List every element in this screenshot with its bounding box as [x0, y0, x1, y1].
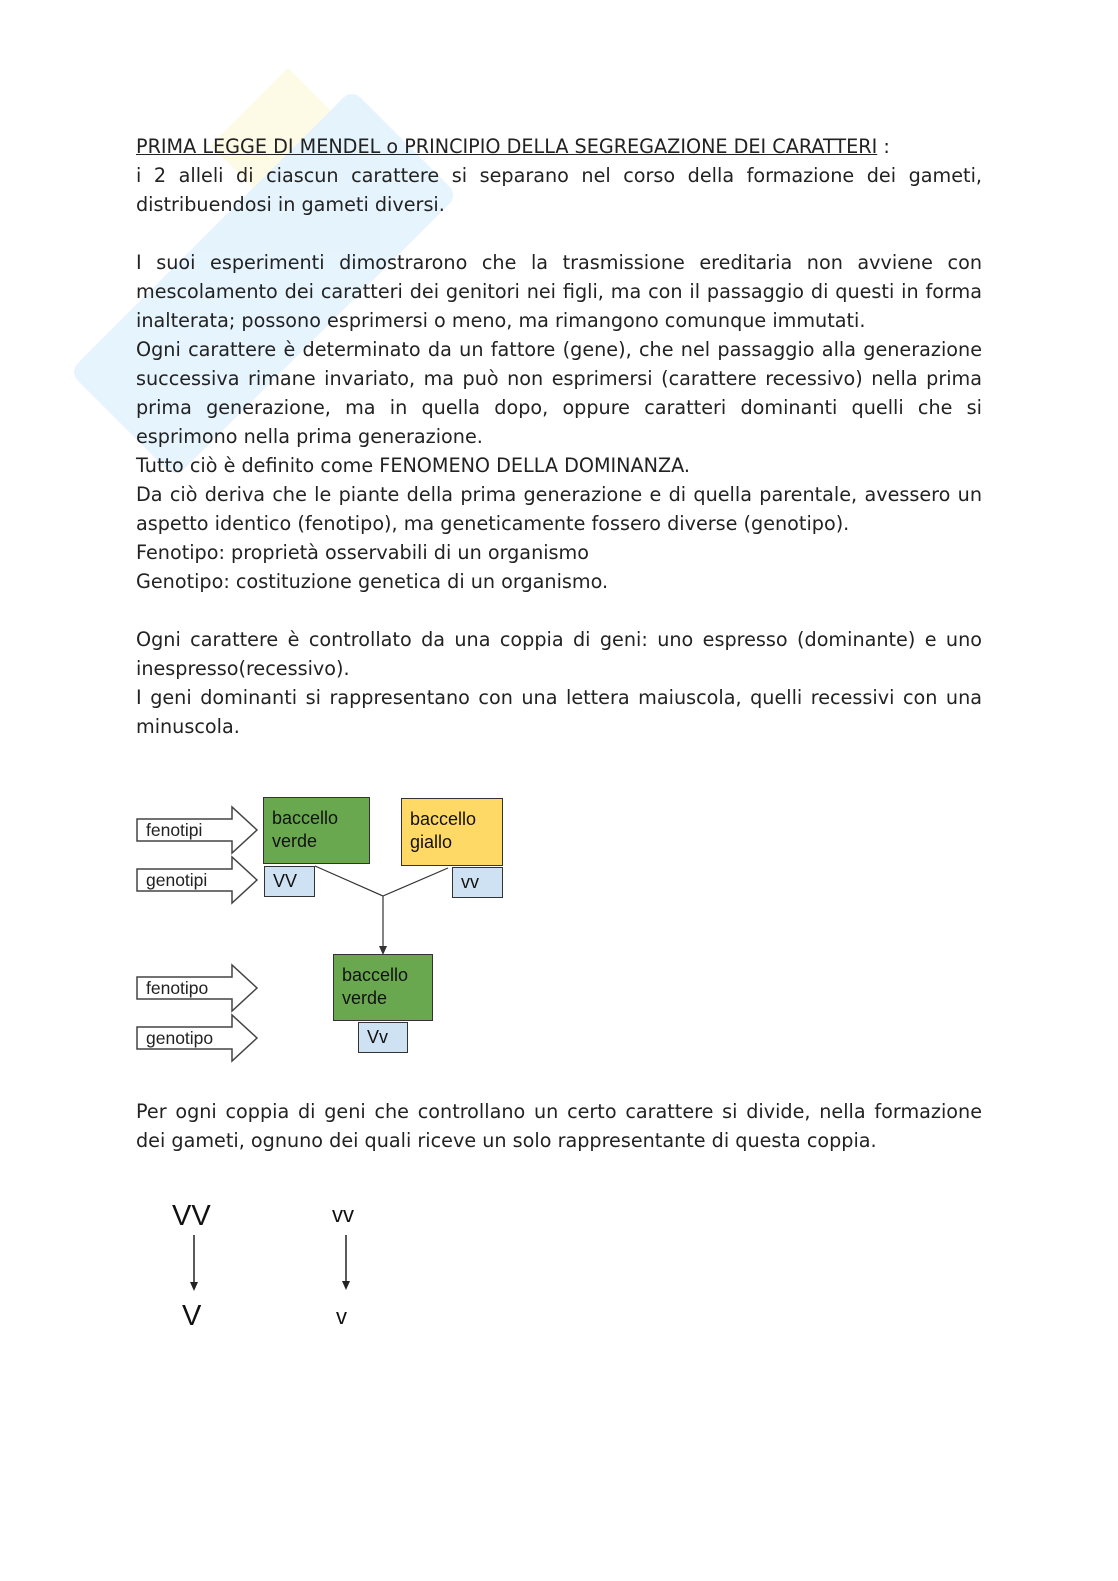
parent-green-genotype: VV — [264, 866, 315, 897]
paragraph-3: Ogni carattere è determinato da un fattore (gene), che nel passaggio alla generazione successiva rimane invariato, ma può non esprimersi (carattere recessivo) nella prima prima generazione, ma in quella dopo, oppure caratteri dominanti quelli che si esprimono nella prima generazione. — [136, 338, 982, 448]
segregation-text — [136, 1097, 982, 1155]
paragraph-8: Ogni carattere è controllato da una coppia di geni: uno espresso (dominante) e uno inespresso(recessivo). — [136, 628, 982, 680]
child-genotype: Vv — [358, 1022, 408, 1053]
child-line2: verde — [342, 988, 388, 1008]
title-colon: : — [877, 135, 890, 158]
law-title: PRIMA LEGGE DI MENDEL o PRINCIPIO DELLA SEGREGAZIONE DEI CARATTERI — [136, 135, 878, 158]
arrow-label-genotipo: genotipo — [146, 1028, 214, 1048]
gamete-right-parent: vv — [332, 1202, 354, 1227]
heading-line — [136, 132, 982, 161]
arrow-label-fenotipi: fenotipi — [146, 820, 203, 840]
child-green-phenotype — [333, 954, 433, 1021]
paragraph-4: Tutto ciò è definito come FENOMENO DELLA DOMINANZA. — [136, 454, 691, 477]
yellow-line2: giallo — [410, 832, 453, 852]
arrow-label-fenotipo: fenotipo — [146, 978, 209, 998]
yellow-line1: baccello — [410, 809, 477, 829]
paragraph-9: I geni dominanti si rappresentano con una lettera maiuscola, quelli recessivi con una minuscola. — [136, 686, 982, 738]
paragraph-7: Genotipo: costituzione genetica di un organismo. — [136, 570, 609, 593]
paragraph-2: I suoi esperimenti dimostrarono che la trasmissione ereditaria non avviene con mescolamento dei caratteri dei genitori nei figli, ma con il passaggio di questi in forma inalterata; possono esprimersi o meno, ma rimangono comunque immutati. — [136, 251, 982, 332]
paragraph-10: Per ogni coppia di geni che controllano un certo carattere si divide, nella formazione dei gameti, ognuno dei quali riceve un solo rappresentante di questa coppia. — [136, 1100, 982, 1152]
arrow-label-genotipi: genotipi — [146, 870, 208, 890]
child-line1: baccello — [342, 965, 409, 985]
parent-yellow-genotype: vv — [452, 867, 503, 898]
gamete-left-parent: VV — [172, 1200, 211, 1232]
green-line1: baccello — [272, 808, 339, 828]
paragraph-5: Da ciò deriva che le piante della prima generazione e di quella parentale, avessero un aspetto identico (fenotipo), ma geneticamente fossero diverse (genotipo). — [136, 483, 982, 535]
intro-text — [136, 132, 982, 741]
gamete-left-result: V — [182, 1300, 202, 1332]
parent-green-phenotype — [263, 797, 370, 864]
paragraph-6: Fenotipo: proprietà osservabili di un organismo — [136, 541, 589, 564]
parent-yellow-phenotype — [401, 798, 503, 866]
gamete-diagram — [170, 1200, 390, 1350]
mendel-cross-diagram — [130, 795, 520, 1070]
paragraph-1: i 2 alleli di ciascun carattere si separano nel corso della formazione dei gameti, distribuendosi in gameti diversi. — [136, 164, 982, 216]
green-line2: verde — [272, 831, 318, 851]
gamete-right-result: v — [336, 1304, 347, 1329]
